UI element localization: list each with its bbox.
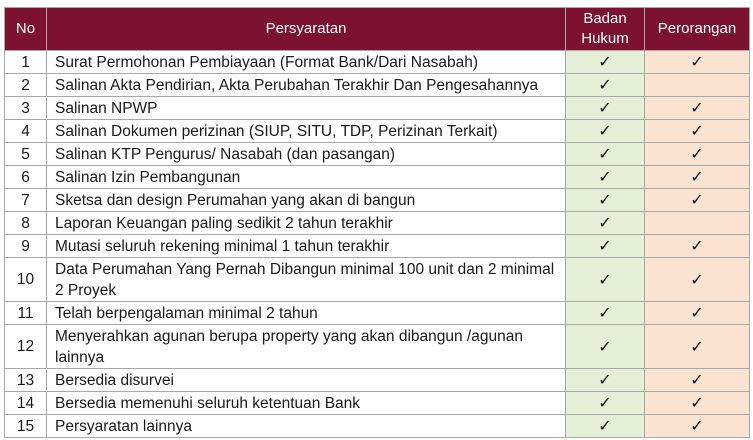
- requirement-text: Telah berpengalaman minimal 2 tahun: [47, 302, 566, 325]
- requirement-text: Persyaratan lainnya: [47, 415, 566, 438]
- requirement-text: Data Perumahan Yang Pernah Dibangun minimal 100 unit dan 2 minimal 2 Proyek: [47, 258, 566, 302]
- table-row: [5, 212, 750, 235]
- badan-hukum-cell: [566, 212, 645, 235]
- table-row: [5, 51, 750, 74]
- check-icon: ✓: [690, 393, 704, 412]
- header-requirement: Persyaratan: [47, 8, 566, 51]
- row-number: 12: [5, 325, 47, 369]
- perorangan-cell: [645, 369, 750, 392]
- check-icon: ✓: [598, 52, 612, 71]
- badan-hukum-cell: [566, 143, 645, 166]
- perorangan-cell: [645, 189, 750, 212]
- badan-hukum-cell: [566, 97, 645, 120]
- row-number: 8: [5, 212, 47, 235]
- requirement-text: Sketsa dan design Perumahan yang akan di bangun: [47, 189, 566, 212]
- check-icon: ✓: [690, 52, 704, 71]
- row-number: 7: [5, 189, 47, 212]
- requirement-text: Laporan Keuangan paling sedikit 2 tahun terakhir: [47, 212, 566, 235]
- perorangan-cell: [645, 143, 750, 166]
- check-icon: ✓: [598, 336, 612, 356]
- check-icon: ✓: [690, 416, 704, 435]
- check-icon: ✓: [690, 190, 704, 209]
- perorangan-cell: [645, 415, 750, 438]
- check-icon: ✓: [690, 336, 704, 356]
- badan-hukum-cell: [566, 189, 645, 212]
- check-icon: ✓: [598, 236, 612, 255]
- row-number: 13: [5, 369, 47, 392]
- perorangan-cell: [645, 392, 750, 415]
- row-number: 2: [5, 74, 47, 97]
- check-icon: ✓: [690, 144, 704, 163]
- check-icon: ✓: [690, 303, 704, 322]
- table-row: [5, 235, 750, 258]
- check-icon: ✓: [598, 144, 612, 163]
- check-icon: ✓: [598, 370, 612, 389]
- table-row: [5, 302, 750, 325]
- badan-hukum-cell: [566, 51, 645, 74]
- table-row: [5, 392, 750, 415]
- badan-hukum-cell: [566, 120, 645, 143]
- badan-hukum-cell: [566, 235, 645, 258]
- check-icon: ✓: [690, 236, 704, 255]
- requirements-table: [4, 7, 750, 438]
- table-row: [5, 258, 750, 302]
- check-icon: ✓: [598, 393, 612, 412]
- check-icon: ✓: [598, 75, 612, 94]
- row-number: 4: [5, 120, 47, 143]
- badan-hukum-cell: [566, 392, 645, 415]
- table-row: [5, 97, 750, 120]
- perorangan-cell: [645, 325, 750, 369]
- requirement-text: Menyerahkan agunan berupa property yang akan dibangun /agunan lainnya: [47, 325, 566, 369]
- perorangan-cell: [645, 120, 750, 143]
- row-number: 5: [5, 143, 47, 166]
- check-icon: ✓: [690, 167, 704, 186]
- requirement-text: Bersedia disurvei: [47, 369, 566, 392]
- check-icon: ✓: [598, 98, 612, 117]
- badan-hukum-cell: [566, 415, 645, 438]
- requirement-text: Salinan Akta Pendirian, Akta Perubahan Terakhir Dan Pengesahannya: [47, 74, 566, 97]
- badan-hukum-cell: [566, 369, 645, 392]
- perorangan-cell: [645, 302, 750, 325]
- table-row: [5, 325, 750, 369]
- header-badan-hukum: [566, 8, 645, 51]
- perorangan-cell: [645, 74, 750, 97]
- perorangan-cell: [645, 258, 750, 302]
- requirement-text: Bersedia memenuhi seluruh ketentuan Bank: [47, 392, 566, 415]
- badan-hukum-cell: [566, 325, 645, 369]
- requirement-text: Salinan KTP Pengurus/ Nasabah (dan pasangan): [47, 143, 566, 166]
- badan-hukum-cell: [566, 258, 645, 302]
- table-row: [5, 143, 750, 166]
- table-row: [5, 415, 750, 438]
- check-icon: ✓: [598, 416, 612, 435]
- badan-hukum-cell: [566, 166, 645, 189]
- perorangan-cell: [645, 97, 750, 120]
- perorangan-cell: [645, 235, 750, 258]
- table-row: [5, 189, 750, 212]
- row-number: 14: [5, 392, 47, 415]
- check-icon: ✓: [690, 98, 704, 117]
- table-row: [5, 120, 750, 143]
- badan-hukum-cell: [566, 74, 645, 97]
- check-icon: ✓: [598, 269, 612, 289]
- table-row: [5, 369, 750, 392]
- row-number: 3: [5, 97, 47, 120]
- requirement-text: Surat Permohonan Pembiayaan (Format Bank/Dari Nasabah): [47, 51, 566, 74]
- table-row: [5, 74, 750, 97]
- row-number: 1: [5, 51, 47, 74]
- row-number: 6: [5, 166, 47, 189]
- header-row: [5, 8, 750, 51]
- header-no: No: [5, 8, 47, 51]
- perorangan-cell: [645, 212, 750, 235]
- row-number: 11: [5, 302, 47, 325]
- check-icon: ✓: [598, 121, 612, 140]
- requirement-text: Salinan Dokumen perizinan (SIUP, SITU, TDP, Perizinan Terkait): [47, 120, 566, 143]
- perorangan-cell: [645, 51, 750, 74]
- check-icon: ✓: [598, 190, 612, 209]
- row-number: 9: [5, 235, 47, 258]
- row-number: 15: [5, 415, 47, 438]
- table-row: [5, 166, 750, 189]
- table-header: [5, 8, 750, 51]
- check-icon: ✓: [598, 303, 612, 322]
- check-icon: ✓: [598, 167, 612, 186]
- requirement-text: Salinan NPWP: [47, 97, 566, 120]
- requirement-text: Mutasi seluruh rekening minimal 1 tahun terakhir: [47, 235, 566, 258]
- header-badan-hukum-line2: Hukum: [581, 30, 629, 47]
- header-perorangan: Perorangan: [645, 8, 750, 51]
- requirements-table-container: [4, 7, 749, 438]
- check-icon: ✓: [690, 269, 704, 289]
- check-icon: ✓: [690, 370, 704, 389]
- row-number: 10: [5, 258, 47, 302]
- check-icon: ✓: [598, 213, 612, 232]
- badan-hukum-cell: [566, 302, 645, 325]
- requirement-text: Salinan Izin Pembangunan: [47, 166, 566, 189]
- check-icon: ✓: [690, 121, 704, 140]
- perorangan-cell: [645, 166, 750, 189]
- table-body: [5, 51, 750, 438]
- header-badan-hukum-line1: Badan: [583, 10, 627, 27]
